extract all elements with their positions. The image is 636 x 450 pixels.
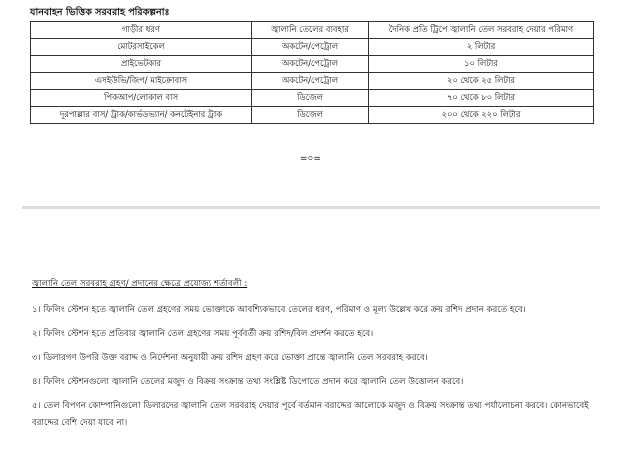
condition-item: ৪। ফিলিং স্টেশনগুলো জ্বালানি তেলের মজুদ ও বিক্রয় সংক্রান্ত তথ্য সংশ্লিষ্ট ডিপোতে প্রদান করে জ্বালানি তেল উত্তোলন করবে। bbox=[32, 377, 464, 387]
amount-cell: ২০০ থেকে ২২০ লিটার bbox=[369, 107, 594, 124]
table-header-row bbox=[31, 22, 594, 39]
condition-item: ১। ফিলিং স্টেশন হতে জ্বালানি তেল গ্রহণের সময় ভোক্তাকে আবশ্যিকভাবে তেলের ধরণ, পরিমাণ ও মূল্য উল্লেখ করে ক্রয় রশিদ প্রদান করতে হবে। bbox=[32, 305, 526, 315]
vehicle-cell: এসইউভি/জিপ/ মাইক্রোবাস bbox=[31, 73, 252, 90]
vehicle-cell: দূরপাল্লার বাস/ ট্রাক/কার্ভডভ্যান/ কনটেইনার ট্রাক bbox=[31, 107, 252, 124]
fuel-cell: অকটেন/পেট্রোল bbox=[252, 56, 369, 73]
vehicle-cell: মোটরসাইকেল bbox=[31, 39, 252, 56]
amount-cell: ৭০ থেকে ৮০ লিটার bbox=[369, 90, 594, 107]
amount-cell: ১০ লিটার bbox=[369, 56, 594, 73]
table-row bbox=[31, 73, 594, 90]
condition-item: ৫। তেল বিপণন কোম্পানিগুলো ডিলারদের জ্বালানি তেল সরবরাহ দেয়ার পূর্বে বর্তমান বরাদ্দের আলোকে মজুদ ও বিক্রয় সংক্রান্ত তথ্য পর্যালোচনা করবে। কোনভাবেই বরাদ্দের বেশি দেয়া যাবে না। bbox=[32, 401, 589, 428]
supply-plan-section bbox=[0, 0, 636, 200]
fuel-cell: ডিজেল bbox=[252, 90, 369, 107]
table-row bbox=[31, 56, 594, 73]
supply-table bbox=[30, 21, 594, 124]
conditions-section bbox=[32, 276, 602, 439]
table-row bbox=[31, 39, 594, 56]
vehicle-cell: পিকআপ/লোকাল বাস bbox=[31, 90, 252, 107]
conditions-heading: জ্বালানি তেল সরবরাহ গ্রহণ/ প্রদানের ক্ষেত্রে প্রযোজ্য শর্তাবলী : bbox=[32, 279, 248, 289]
header-vehicle-type: গাড়ীর ধরণ bbox=[31, 22, 252, 39]
condition-item: ৩। ডিলারগণ উপরি উক্ত বরাদ্দ ও নির্দেশনা অনুযায়ী ক্রয় রশিদ গ্রহণ করে ভোক্তা প্রান্তে জ্বালানি তেল সরবরাহ করবে। bbox=[32, 353, 428, 363]
table-row bbox=[31, 90, 594, 107]
vehicle-cell: প্রাইভেটকার bbox=[31, 56, 252, 73]
amount-cell: ২০ থেকে ২৫ লিটার bbox=[369, 73, 594, 90]
fuel-cell: অকটেন/পেট্রোল bbox=[252, 73, 369, 90]
amount-cell: ২ লিটার bbox=[369, 39, 594, 56]
table-row bbox=[31, 107, 594, 124]
end-mark: =০= bbox=[300, 154, 321, 164]
condition-item: ২। ফিলিং স্টেশন হতে প্রতিবার জ্বালানি তেল গ্রহণের সময় পূর্ববর্তী ক্রয় রশিদ/বিল প্রদর্শন করতে হবে। bbox=[32, 329, 374, 339]
section-title: যানবাহন ভিত্তিক সরবরাহ পরিকল্পনাঃ bbox=[30, 7, 170, 18]
fuel-cell: ডিজেল bbox=[252, 107, 369, 124]
page-divider bbox=[22, 206, 600, 209]
header-fuel-usage: জ্বালানি তেলের ব্যবহার bbox=[252, 22, 369, 39]
fuel-cell: অকটেন/পেট্রোল bbox=[252, 39, 369, 56]
header-per-trip-amount: দৈনিক প্রতি ট্রিপে জ্বালানি তেল সরবরাহ দেয়ার পরিমাণ bbox=[369, 22, 594, 39]
